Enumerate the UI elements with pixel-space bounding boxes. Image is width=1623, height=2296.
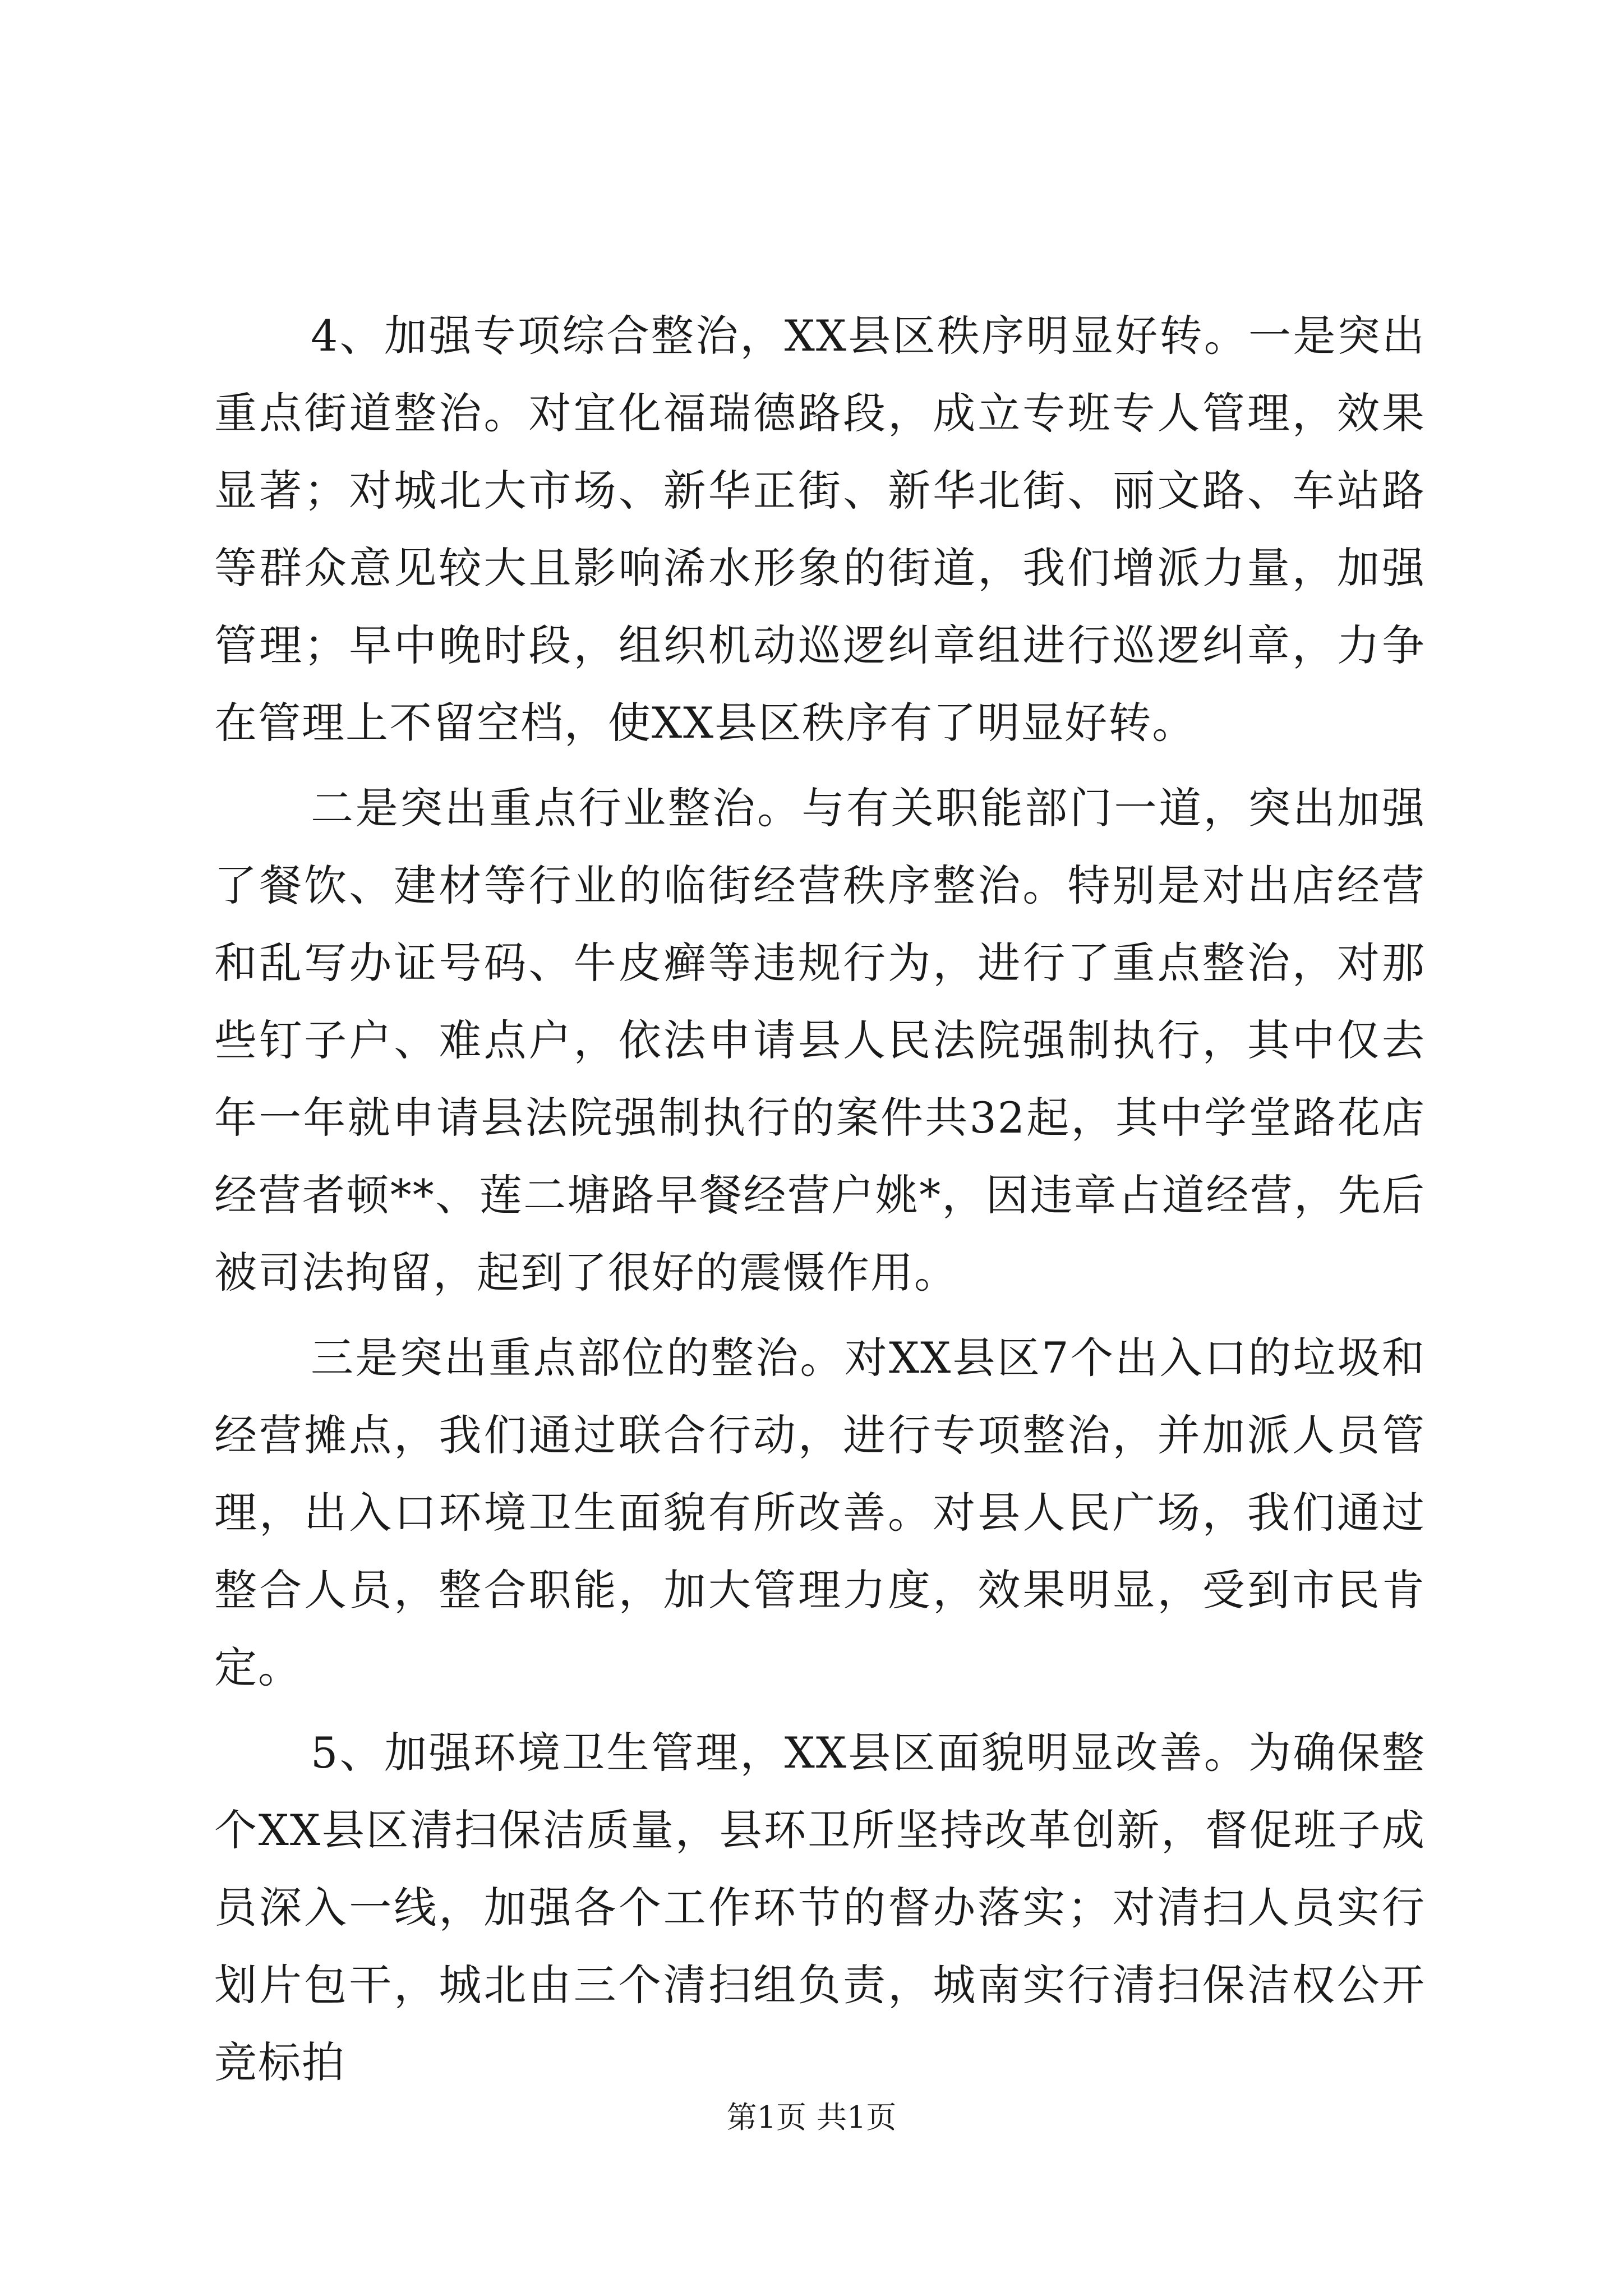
paragraph-key-location-rectification: 三是突出重点部位的整治。对XX县区7个出入口的垃圾和经营摊点，我们通过联合行动，进行专项整治，并加派人员管理，出入口环境卫生面貌有所改善。对县人民广场，我们通过整合人员，整合职能，加大管理力度，效果明显，受到市民肯定。 <box>214 1333 1426 1692</box>
paragraph-section-5: 5、加强环境卫生管理，XX县区面貌明显改善。为确保整个XX县区清扫保洁质量，县环卫所坚持改革创新，督促班子成员深入一线，加强各个工作环节的督办落实；对清扫人员实行划片包干，城北由三个清扫组负责，城南实行清扫保洁权公开竞标拍 <box>214 1728 1426 2087</box>
page-footer <box>0 2098 1623 2137</box>
page-total: 共1页 <box>817 2100 897 2135</box>
paragraph-industry-rectification: 二是突出重点行业整治。与有关职能部门一道，突出加强了餐饮、建材等行业的临街经营秩序整治。特别是对出店经营和乱写办证号码、牛皮癣等违规行为，进行了重点整治，对那些钉子户、难点户，依法申请县人民法院强制执行，其中仅去年一年就申请县法院强制执行的案件共32起，其中学堂路花店经营者顿**、莲二塘路早餐经营户姚*，因违章占道经营，先后被司法拘留，起到了很好的震慑作用。 <box>214 783 1426 1297</box>
paragraph-section-4: 4、加强专项综合整治，XX县区秩序明显好转。一是突出重点街道整治。对宜化福瑞德路段，成立专班专人管理，效果显著；对城北大市场、新华正街、新华北街、丽文路、车站路等群众意见较大且影响浠水形象的街道，我们增派力量，加强管理；早中晚时段，组织机动巡逻纠章组进行巡逻纠章，力争在管理上不留空档，使XX县区秩序有了明显好转。 <box>214 311 1426 748</box>
document-body <box>214 297 1426 2101</box>
page-number: 第1页 <box>726 2100 806 2135</box>
